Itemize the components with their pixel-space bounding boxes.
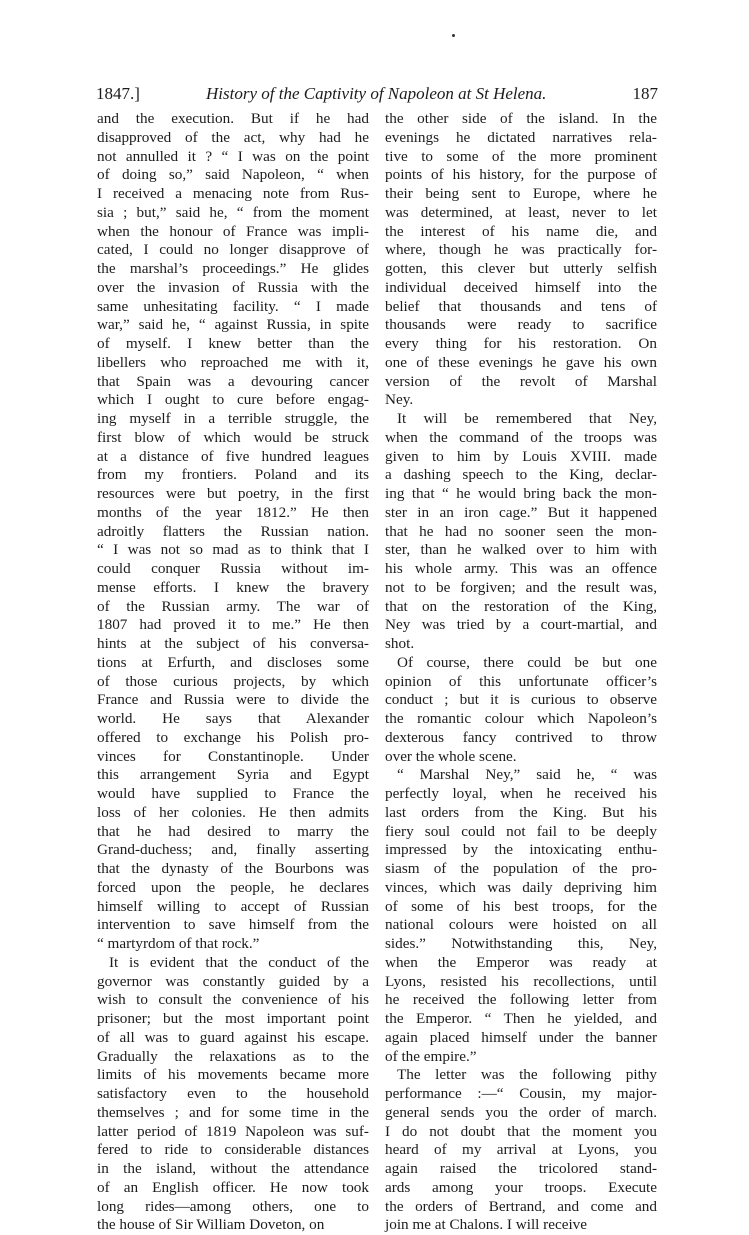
text-line: first blow of which would be struck [97, 428, 369, 446]
text-line: heard of my arrival at Lyons, you [385, 1141, 657, 1159]
text-line: 1807 had proved it to me.” He then [97, 616, 369, 634]
text-line: shot. [385, 635, 415, 652]
text-line: gotten, this clever but utterly selfish [385, 260, 657, 277]
text-line: fiery soul could not fail to be deeply [385, 822, 657, 840]
text-line: of an English officer. He now took [97, 1178, 369, 1196]
right-column [385, 110, 657, 1234]
text-line: their being sent to Europe, where he [385, 185, 657, 202]
text-line: ing myself in a terrible struggle, the [97, 410, 369, 427]
text-line: same unhesitating facility. “ I made [97, 297, 369, 315]
text-line: again placed himself under the banner [385, 1028, 657, 1046]
text-line: cated, I could no longer disapprove of [97, 241, 369, 259]
text-line: evenings he dictated narratives rela- [385, 128, 657, 146]
text-line: given to him by Louis XVIII. made [385, 447, 657, 465]
text-line: of doing so,” said Napoleon, “ when [97, 166, 369, 184]
text-line: fered to ride to considerable distances [97, 1141, 369, 1159]
text-line: France and Russia were to divide the [97, 691, 369, 709]
text-line: adroitly flatters the Russian nation. [97, 522, 369, 540]
text-line: intervention to save himself from the [97, 916, 369, 934]
text-line: Of course, there could be but one [397, 653, 657, 671]
text-line: forced upon the people, he declares [97, 878, 369, 896]
text-line: vinces for Constantinople. Under [97, 747, 369, 765]
text-line: “ Marshal Ney,” said he, “ was [397, 766, 657, 784]
text-line: was determined, at least, never to let [385, 203, 657, 221]
text-line: The letter was the following pithy [397, 1066, 657, 1084]
text-line: would have supplied to France the [97, 785, 369, 802]
text-line: in the island, without the attendance [97, 1160, 369, 1177]
header-year: 1847.] [96, 84, 140, 103]
text-line: version of the revolt of Marshal [385, 372, 657, 390]
text-line: performance :—“ Cousin, my major- [385, 1085, 657, 1102]
text-line: his whole army. This was an offence [385, 560, 657, 577]
text-line: general sends you the order of march. [385, 1103, 657, 1121]
text-line: points of his history, for the purpose of [385, 166, 657, 184]
text-line: latter period of 1819 Napoleon was suf- [97, 1122, 369, 1140]
text-line: long rides—among others, one to [97, 1197, 369, 1215]
text-line: loss of her colonies. He then admits [97, 803, 369, 821]
text-line: dexterous fancy contrived to throw [385, 728, 657, 746]
text-line: Ney. [385, 391, 414, 409]
text-line: limits of his movements became more [97, 1066, 369, 1084]
text-line: that Spain was a devouring cancer [97, 372, 369, 390]
text-line: thousands were ready to sacrifice [385, 316, 657, 334]
text-line: he received the following letter from [385, 991, 657, 1009]
text-line: over the whole scene. [385, 747, 517, 765]
text-line: and the execution. But if he had [97, 110, 369, 127]
text-line: “ martyrdom of that rock.” [97, 935, 260, 952]
text-line: every thing for his restoration. On [385, 335, 657, 352]
text-line: the interest of his name die, and [385, 222, 657, 240]
text-line: belief that thousands and tens of [385, 297, 657, 315]
text-line: Gradually the relaxations as to the [97, 1047, 369, 1065]
text-line: where, though he was practically for- [385, 241, 657, 259]
text-line: the Emperor. “ Then he yielded, and [385, 1010, 657, 1027]
text-line: Lyons, resisted his recollections, until [385, 972, 657, 990]
text-line: of myself. I knew better than the [97, 335, 369, 352]
text-line: libellers who reproached me with it, [97, 353, 369, 371]
text-line: over the invasion of Russia with the [97, 278, 369, 296]
text-line: again raised the tricolored stand- [385, 1160, 657, 1177]
text-line: at a distance of five hundred leagues [97, 447, 369, 465]
text-line: when the Emperor was ready at [385, 953, 657, 971]
text-line: of those curious projects, by which [97, 672, 369, 690]
text-line: hints at the subject of his conversa- [97, 635, 369, 652]
text-line: that he had no sooner seen the mon- [385, 522, 657, 540]
text-line: when the honour of France was impli- [97, 222, 369, 240]
text-line: ards among your troops. Execute [385, 1178, 657, 1196]
left-column [97, 110, 369, 1234]
text-line: satisfactory even to the household [97, 1085, 369, 1102]
text-line: not annulled it ? “ I was on the point [97, 147, 369, 165]
text-line: of the empire.” [385, 1047, 477, 1065]
text-line: Ney was tried by a court-martial, and [385, 616, 657, 634]
text-line: governor was constantly guided by a [97, 972, 369, 990]
text-line: vinces, which was daily depriving him [385, 878, 657, 896]
text-line: the orders of Bertrand, and come and [385, 1197, 657, 1215]
text-line: individual deceived himself into the [385, 278, 657, 296]
text-line: siasm of the population of the pro- [385, 860, 657, 877]
text-line: mense efforts. I knew the bravery [97, 578, 369, 596]
text-line: could conquer Russia without im- [97, 560, 369, 577]
text-line: join me at Chalons. I will receive [385, 1216, 588, 1234]
text-line: “ I was not so mad as to think that I [97, 541, 369, 559]
text-line: world. He says that Alexander [97, 710, 369, 727]
ink-speck [452, 34, 455, 37]
text-line: opinion of this unfortunate officer’s [385, 672, 657, 690]
text-line: ing that “ he would bring back the mon- [385, 485, 657, 502]
text-line: prisoner; but the most important point [97, 1010, 369, 1027]
text-line: war,” said he, “ against Russia, in spite [97, 316, 369, 334]
text-line: ster in an iron cage.” But it happened [385, 503, 657, 521]
page-number: 187 [632, 84, 658, 103]
text-line: resources were but poetry, in the first [97, 485, 369, 502]
text-line: this arrangement Syria and Egypt [97, 766, 369, 784]
text-line: from my frontiers. Poland and its [97, 466, 369, 484]
text-line: that the dynasty of the Bourbons was [97, 860, 369, 877]
text-line: wish to consult the convenience of his [97, 991, 369, 1009]
text-line: offered to exchange his Polish pro- [97, 728, 369, 746]
text-line: the house of Sir William Doveton, on [97, 1216, 325, 1234]
text-line: national colours were hoisted on all [385, 916, 657, 934]
text-line: one of these evenings he gave his own [385, 353, 657, 371]
text-line: the other side of the island. In the [385, 110, 657, 127]
text-line: of all was to guard against his escape. [97, 1028, 369, 1046]
text-line: It will be remembered that Ney, [397, 410, 657, 427]
text-line: conduct ; but it is curious to observe [385, 691, 657, 709]
text-line: months of the year 1812.” He then [97, 503, 369, 521]
text-line: sia ; but,” said he, “ from the moment [97, 203, 369, 221]
text-line: tions at Erfurth, and discloses some [97, 653, 369, 671]
text-line: It is evident that the conduct of the [109, 953, 369, 971]
text-line: the romantic colour which Napoleon’s [385, 710, 657, 727]
text-line: of some of his best troops, for the [385, 897, 657, 915]
text-line: when the command of the troops was [385, 428, 657, 446]
text-line: of the Russian army. The war of [97, 597, 369, 615]
text-line: Grand-duchess; and, finally asserting [97, 841, 369, 859]
text-line: that he had desired to marry the [97, 822, 369, 840]
text-line: I received a menacing note from Rus- [97, 185, 369, 202]
text-line: themselves ; and for some time in the [97, 1103, 369, 1121]
text-line: not to be forgiven; and the result was, [385, 578, 657, 596]
text-line: perfectly loyal, when he received his [385, 785, 657, 802]
text-line: a dashing speech to the King, declar- [385, 466, 657, 484]
text-line: disapproved of the act, why had he [97, 128, 369, 146]
text-line: the marshal’s proceedings.” He glides [97, 260, 369, 277]
text-line: that on the restoration of the King, [385, 597, 657, 615]
text-line: himself willing to accept of Russian [97, 897, 369, 915]
text-line: ster, than he walked over to him with [385, 541, 657, 559]
running-header [96, 84, 658, 108]
text-line: impressed by the intoxicating enthu- [385, 841, 657, 859]
header-title: History of the Captivity of Napoleon at St Helena. [206, 84, 547, 103]
text-line: which I ought to cure before engag- [97, 391, 369, 409]
text-line: I do not doubt that the moment you [385, 1122, 657, 1140]
text-line: tive to some of the more prominent [385, 147, 657, 165]
text-line: sides.” Notwithstanding this, Ney, [385, 935, 657, 952]
text-line: last orders from the King. But his [385, 803, 657, 821]
